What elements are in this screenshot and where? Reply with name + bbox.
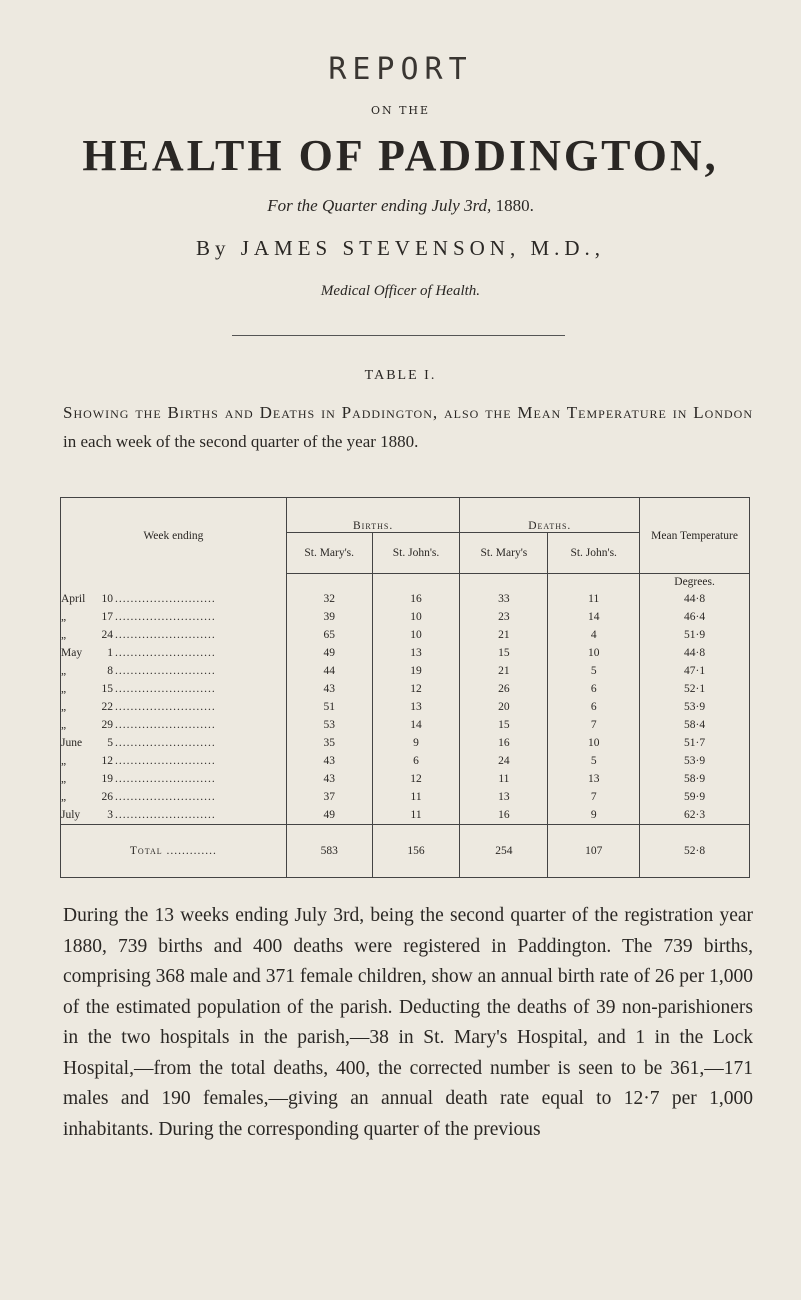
- deaths-st-johns-cell: 7: [548, 716, 640, 734]
- births-st-johns-cell: 12: [372, 770, 460, 788]
- week-cell: [61, 644, 287, 662]
- header-births: Births.: [286, 498, 460, 533]
- mean-temperature-cell: 44·8: [640, 644, 750, 662]
- births-st-marys-cell: 35: [286, 734, 372, 752]
- deaths-st-marys-cell: 16: [460, 806, 548, 825]
- header-births-st-johns: St. John's.: [372, 533, 460, 574]
- leader-dots: ..........................: [115, 593, 216, 605]
- deaths-st-marys-cell: 21: [460, 662, 548, 680]
- table-row: [61, 734, 750, 752]
- deaths-st-marys-cell: 15: [460, 716, 548, 734]
- week-day: 3: [107, 809, 113, 821]
- deaths-st-johns-cell: 5: [548, 752, 640, 770]
- report-heading: REPORT: [328, 52, 473, 87]
- deaths-st-johns-cell: 11: [548, 590, 640, 608]
- births-st-johns-cell: 10: [372, 626, 460, 644]
- week-day: 5: [107, 737, 113, 749]
- caption-part-2: in each week of the second quarter of the year 1880.: [63, 432, 419, 451]
- deaths-st-johns-cell: 10: [548, 644, 640, 662]
- week-day: 8: [107, 665, 113, 677]
- births-st-marys-cell: 49: [286, 806, 372, 825]
- deaths-st-johns-cell: 4: [548, 626, 640, 644]
- degrees-unit: Degrees.: [640, 574, 750, 591]
- mean-temperature-cell: 52·1: [640, 680, 750, 698]
- table-row: [61, 698, 750, 716]
- week-month: June: [61, 737, 83, 749]
- week-day: 29: [101, 719, 113, 731]
- week-day: 17: [101, 611, 113, 623]
- week-month: „: [61, 773, 67, 785]
- table-caption: [63, 398, 753, 456]
- week-cell: [61, 626, 287, 644]
- week-cell: [61, 662, 287, 680]
- week-month: July: [61, 809, 81, 821]
- births-st-marys-cell: 32: [286, 590, 372, 608]
- header-deaths: Deaths.: [460, 498, 640, 533]
- header-deaths-st-johns: St. John's.: [548, 533, 640, 574]
- week-month: „: [61, 755, 67, 767]
- deaths-st-marys-cell: 23: [460, 608, 548, 626]
- week-cell: [61, 788, 287, 806]
- body-paragraph: During the 13 weeks ending July 3rd, being the second quarter of the registration year 1880, 739 births and 400 deaths were registered in Paddington. The 739 births, comprising 368 male and 371 female children, show an annual birth rate of 26 per 1,000 of the estimated population of the parish. Deducting the deaths of 39 non-parishioners in the two hospitals in the parish,—38 in St. Mary's Hospital, and 1 in the Lock Hospital,—from the total deaths, 400, the corrected number is seen to be 361,—171 males and 190 females,—giving an annual death rate equal to 12·7 per 1,000 inhabitants. During the corresponding quarter of the previous: [63, 905, 753, 1140]
- quarter-year: 1880.: [495, 196, 534, 215]
- week-day: 22: [101, 701, 113, 713]
- deaths-st-marys-cell: 24: [460, 752, 548, 770]
- author-line: By JAMES STEVENSON, M.D.,: [195, 236, 606, 260]
- mean-temperature-cell: 53·9: [640, 752, 750, 770]
- header-births-st-marys: St. Mary's.: [286, 533, 372, 574]
- table-row: [61, 806, 750, 825]
- week-month: May: [61, 647, 83, 659]
- deaths-st-johns-cell: 9: [548, 806, 640, 825]
- deaths-st-johns-cell: 13: [548, 770, 640, 788]
- births-st-marys-cell: 37: [286, 788, 372, 806]
- table-row: [61, 680, 750, 698]
- week-cell: [61, 590, 287, 608]
- deaths-st-marys-cell: 15: [460, 644, 548, 662]
- births-st-johns-cell: 13: [372, 644, 460, 662]
- leader-dots: ..........................: [115, 629, 216, 641]
- week-cell: [61, 806, 287, 825]
- week-cell: [61, 716, 287, 734]
- week-cell: [61, 680, 287, 698]
- mean-temperature-cell: 59·9: [640, 788, 750, 806]
- births-st-marys-cell: 43: [286, 770, 372, 788]
- total-births-st-johns: 156: [372, 825, 460, 878]
- quarter-line: [0, 196, 801, 216]
- leader-dots: ..........................: [115, 683, 216, 695]
- mean-temperature-cell: 51·9: [640, 626, 750, 644]
- births-st-johns-cell: 9: [372, 734, 460, 752]
- total-label-text: Total: [129, 845, 163, 857]
- header-mean-temperature: Mean Temperature: [640, 498, 750, 574]
- births-st-marys-cell: 49: [286, 644, 372, 662]
- births-st-johns-cell: 11: [372, 806, 460, 825]
- births-st-johns-cell: 13: [372, 698, 460, 716]
- week-cell: [61, 752, 287, 770]
- office-line: Medical Officer of Health.: [320, 283, 481, 299]
- leader-dots: ..........................: [115, 719, 216, 731]
- table-row: [61, 590, 750, 608]
- births-st-johns-cell: 10: [372, 608, 460, 626]
- week-day: 19: [101, 773, 113, 785]
- week-month: „: [61, 701, 67, 713]
- deaths-st-johns-cell: 14: [548, 608, 640, 626]
- week-month: April: [61, 593, 86, 605]
- on-the-label: ON THE: [370, 104, 431, 117]
- total-births-st-marys: 583: [286, 825, 372, 878]
- table-row: [61, 608, 750, 626]
- leader-dots: ..........................: [115, 755, 216, 767]
- mean-temperature-cell: 51·7: [640, 734, 750, 752]
- births-st-marys-cell: 43: [286, 680, 372, 698]
- total-deaths-st-johns: 107: [548, 825, 640, 878]
- leader-dots: ..........................: [115, 773, 216, 785]
- page-title: HEALTH OF PADDINGTON,: [82, 131, 719, 180]
- deaths-st-johns-cell: 10: [548, 734, 640, 752]
- leader-dots: ..........................: [115, 647, 216, 659]
- births-st-johns-cell: 16: [372, 590, 460, 608]
- deaths-st-marys-cell: 11: [460, 770, 548, 788]
- births-st-johns-cell: 14: [372, 716, 460, 734]
- week-month: „: [61, 683, 67, 695]
- leader-dots: ..........................: [115, 665, 216, 677]
- deaths-st-marys-cell: 21: [460, 626, 548, 644]
- header-deaths-st-marys: St. Mary's: [460, 533, 548, 574]
- week-cell: [61, 608, 287, 626]
- table-row: [61, 626, 750, 644]
- births-st-marys-cell: 65: [286, 626, 372, 644]
- total-mean-temperature: 52·8: [640, 825, 750, 878]
- week-day: 24: [101, 629, 113, 641]
- deaths-st-marys-cell: 33: [460, 590, 548, 608]
- leader-dots: ..........................: [115, 611, 216, 623]
- deaths-st-marys-cell: 16: [460, 734, 548, 752]
- deaths-st-marys-cell: 13: [460, 788, 548, 806]
- births-st-johns-cell: 11: [372, 788, 460, 806]
- week-day: 1: [107, 647, 113, 659]
- table-row: [61, 752, 750, 770]
- deaths-st-johns-cell: 7: [548, 788, 640, 806]
- divider: [232, 335, 565, 336]
- week-month: „: [61, 719, 67, 731]
- week-day: 12: [101, 755, 113, 767]
- week-day: 15: [101, 683, 113, 695]
- leader-dots: ..........................: [115, 791, 216, 803]
- deaths-st-marys-cell: 20: [460, 698, 548, 716]
- table-row: [61, 716, 750, 734]
- mean-temperature-cell: 62·3: [640, 806, 750, 825]
- week-day: 10: [101, 593, 113, 605]
- mean-temperature-cell: 58·4: [640, 716, 750, 734]
- births-st-marys-cell: 39: [286, 608, 372, 626]
- total-deaths-st-marys: 254: [460, 825, 548, 878]
- table-label: TABLE I.: [364, 368, 437, 383]
- mean-temperature-cell: 58·9: [640, 770, 750, 788]
- table-row: [61, 788, 750, 806]
- births-st-johns-cell: 12: [372, 680, 460, 698]
- week-month: „: [61, 791, 67, 803]
- table-row: [61, 644, 750, 662]
- leader-dots: ..........................: [115, 701, 216, 713]
- deaths-st-johns-cell: 5: [548, 662, 640, 680]
- leader-dots: .............: [162, 845, 217, 857]
- mean-temperature-cell: 44·8: [640, 590, 750, 608]
- births-st-johns-cell: 19: [372, 662, 460, 680]
- table-row: [61, 770, 750, 788]
- births-st-marys-cell: 51: [286, 698, 372, 716]
- mean-temperature-cell: 46·4: [640, 608, 750, 626]
- caption-part-1: Showing the Births and Deaths in Paddington, also the Mean Temperature in London: [63, 403, 753, 422]
- quarter-italic: For the Quarter ending July 3rd,: [267, 196, 492, 215]
- week-month: „: [61, 611, 67, 623]
- table-row: [61, 662, 750, 680]
- week-cell: [61, 770, 287, 788]
- total-row: [61, 825, 750, 878]
- week-day: 26: [101, 791, 113, 803]
- births-st-marys-cell: 44: [286, 662, 372, 680]
- births-st-marys-cell: 53: [286, 716, 372, 734]
- leader-dots: ..........................: [115, 809, 216, 821]
- births-st-marys-cell: 43: [286, 752, 372, 770]
- week-month: „: [61, 665, 67, 677]
- total-label: [61, 825, 287, 878]
- header-week-ending: Week ending: [61, 498, 287, 574]
- deaths-st-johns-cell: 6: [548, 680, 640, 698]
- births-st-johns-cell: 6: [372, 752, 460, 770]
- week-month: „: [61, 629, 67, 641]
- deaths-st-marys-cell: 26: [460, 680, 548, 698]
- week-cell: [61, 734, 287, 752]
- week-cell: [61, 698, 287, 716]
- mean-temperature-cell: 53·9: [640, 698, 750, 716]
- deaths-st-johns-cell: 6: [548, 698, 640, 716]
- mean-temperature-cell: 47·1: [640, 662, 750, 680]
- births-deaths-table: [60, 497, 750, 878]
- leader-dots: ..........................: [115, 737, 216, 749]
